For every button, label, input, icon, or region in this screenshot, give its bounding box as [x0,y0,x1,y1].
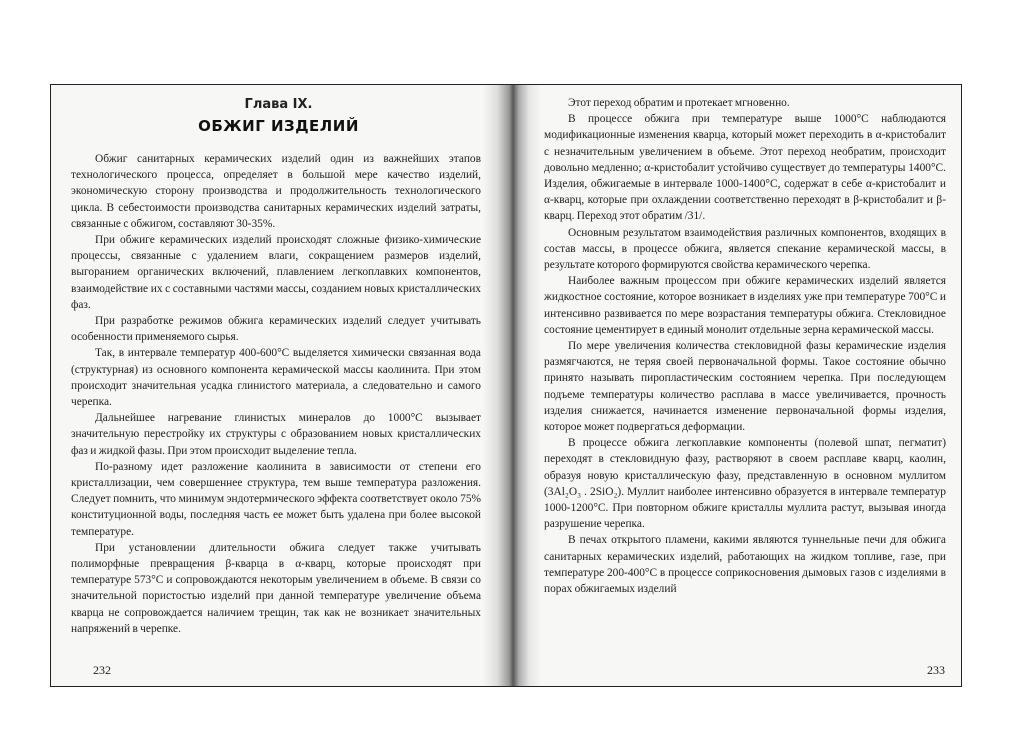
book-spread [50,84,962,687]
paragraph: Так, в интервале температур 400-600°С выделяется химически связанная вода (структурная) из основного компонента керамической массы каолинита. При этом происходит значительная усадка глинистого материала, а следовательно и самого черепка. [71,347,481,409]
paragraph: В процессе обжига легкоплавкие компоненты (полевой шпат, пегматит) переходят в стекловидную фазу, растворяют в своем расплаве кварц, каолин, образуя новую кристаллическую фазу, представленную в основном муллитом (3Al₂O₃ . 2SiO₂). Муллит наиболее интенсивно образуется в интервале температур 1000-1200°С. При повторном обжиге кристаллы муллита растут, вызывая иногда разрушение черепка. [544,437,946,531]
paragraph: При установлении длительности обжига следует также учитывать полиморфные превращения β-кварца в α-кварц, которые происходят при температуре 573°С и сопровождаются некоторым увеличением в объеме. В связи со значительной пористостью изделий при данной температуре увеличение объема кварца не сопровождается наличием трещин, так как не возникает значительных напряжений в черепке. [71,541,481,635]
paragraph: Основным результатом взаимодействия различных компонентов, входящих в состав массы, в процессе обжига, является спекание керамической массы, в результате которого формируются свойства керамического черепка. [544,226,946,272]
paragraph: Этот переход обратим и протекает мгновенно. [568,97,790,109]
paragraph: При обжиге керамических изделий происходят сложные физико-химические процессы, связанные с удалением влаги, сокращением размеров изделий, выгоранием органических включений, плавлением легкоплавких компонентов, взаимодействие их с составными частями массы, созданием новых кристаллических фаз. [71,234,481,311]
paragraph: Обжиг санитарных керамических изделий один из важнейших этапов технологического процесса, определяет в большой мере качество изделий, экономическую сторону производства и продолжительность технологического цикла. В себестоимости производства санитарных керамических изделий затраты, связанные с обжигом, составляют 30-35%. [71,153,481,230]
right-page-body [544,95,946,597]
paragraph: В процессе обжига при температуре выше 1000°С наблюдаются модификационные изменения кварца, который может переходить в α-кристобалит с незначительным увеличением в объеме. Этот переход необратим, происходит довольно медленно; α-кристобалит устойчиво существует до температуры 1400°С. Изделия, обжигаемые в интервале 1000-1400°С, содержат в себе α-кристобалит и α-кварц, которые при охлаждении соответственно переходят в β-кристобалит и β-кварц. Переход этот обратим /31/. [544,113,946,223]
left-page [51,85,506,686]
paragraph: По-разному идет разложение каолинита в зависимости от степени его кристаллизации, чем совершеннее структура, тем выше температура разложения. Следует помнить, что минимум эндотермического эффекта соответствует около 75% конституционной воды, последняя часть ее может быть удалена при более высокой температуре. [71,460,481,538]
page-number-left: 232 [93,663,111,677]
paragraph: При разработке режимов обжига керамических изделий следует учитывать особенности применяемого сырья. [71,315,481,344]
paragraph: По мере увеличения количества стекловидной фазы керамические изделия размягчаются, не теряя своей первоначальной формы. Такое состояние обычно принято называть пиропластическим состоянием черепка. При последующем подъеме температуры количество расплава в массе увеличивается, прочность изделия снижается, начинается изменение первоначальной формы изделия, которое может подвергаться деформации. [544,340,946,434]
paragraph: Наиболее важным процессом при обжиге керамических изделий является жидкостное состояние, которое возникает в изделиях уже при температуре 700°С и интенсивно развивается по мере возрастания температуры обжига. Стекловидное состояние цементирует в единый монолит отдельные зерна керамической массы. [544,275,946,336]
chapter-title: ОБЖИГ ИЗДЕЛИЙ [198,117,359,135]
left-page-body [71,151,481,637]
right-page [506,85,961,686]
page-number-right: 233 [927,663,945,677]
paragraph: Дальнейшее нагревание глинистых минералов до 1000°С вызывает значительную перестройку их структуры с образованием новых кристаллических фаз и жидкой фазы. При этом происходит выделение тепла. [71,412,481,457]
chapter-number: Глава IX. [244,97,313,112]
paragraph: В печах открытого пламени, какими являются туннельные печи для обжига санитарных керамических изделий, работающих на жидком топливе, газе, при температуре 200-400°С в процессе соприкосновения дымовых газов с изделиями в порах обжигаемых изделий [544,534,946,596]
